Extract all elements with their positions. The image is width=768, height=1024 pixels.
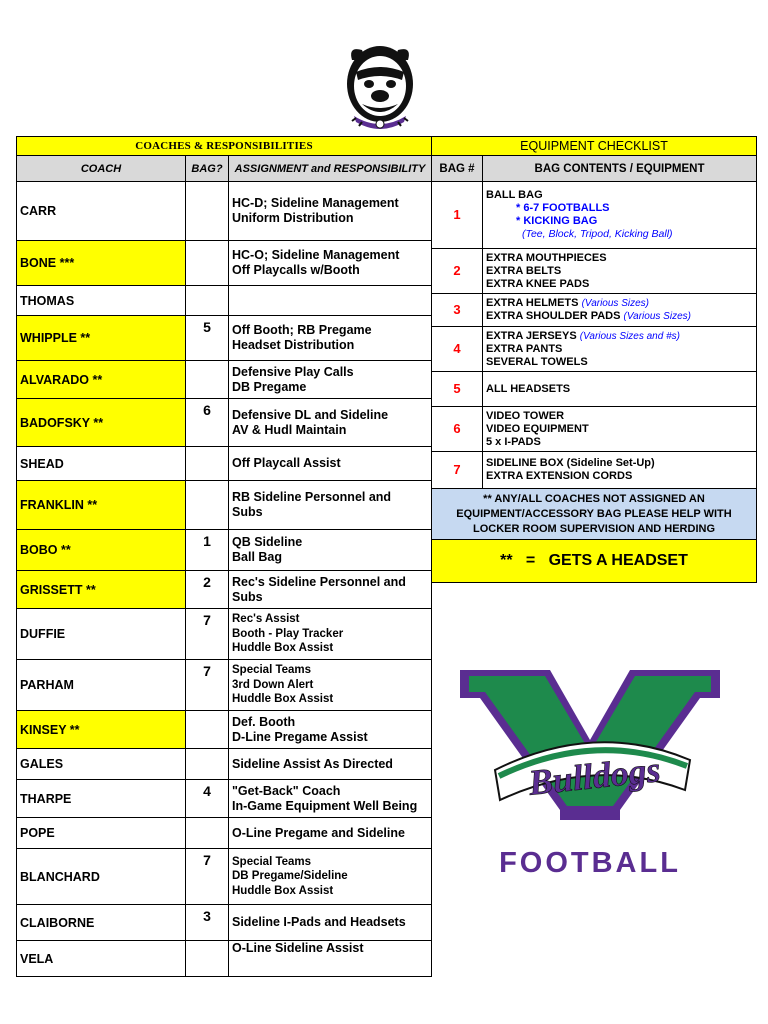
coach-row [17,711,432,749]
coach-row [17,361,432,399]
assignment-line: DB Pregame/Sideline [232,870,348,883]
coach-name: CLAIBORNE [17,905,186,941]
bulldog-head-logo [340,40,420,130]
y-bulldogs-football-logo [455,660,725,890]
coach-row [17,286,432,316]
assignment-line: "Get-Back" Coach [232,783,341,798]
equipment-table-title: EQUIPMENT CHECKLIST [432,137,757,156]
coaches-table-title: COACHES & RESPONSIBILITIES [17,137,432,156]
coach-bag-number: 2 [186,571,229,609]
bag-item [486,265,753,278]
coach-bag-number: 6 [186,399,229,447]
assignment-line: Huddle Box Assist [232,884,334,897]
assignment-line: Off Booth; RB Pregame [232,323,372,337]
bag-item-text: EXTRA PANTS [486,342,563,355]
bag-item [486,343,753,356]
coach-assignment [229,941,432,977]
bag-number: 6 [432,407,483,452]
bag-number: 5 [432,372,483,407]
coach-assignment [229,849,432,905]
coach-assignment [229,749,432,780]
assignment-line: Defensive DL and Sideline [232,407,389,422]
headset-legend: ** = GETS A HEADSET [432,540,757,583]
equipment-bag-row [432,182,757,249]
coach-assignment [229,780,432,818]
bag-contents [483,452,757,489]
coach-assignment [229,241,432,286]
logo-script-text: Bulldogs [526,749,663,803]
coach-assignment [229,905,432,941]
bag-number-column-header: BAG # [432,156,483,182]
bag-item [486,470,753,483]
assignment-column-header: ASSIGNMENT and RESPONSIBILITY [229,156,432,182]
bag-item-text: VIDEO TOWER [486,409,565,422]
coach-name: POPE [17,818,186,849]
bag-item-text: EXTRA BELTS [486,264,562,277]
assignment-line: DB Pregame [232,379,307,394]
assignment-line: Sideline I-Pads and Headsets [232,915,406,929]
coach-bag-number: 5 [186,316,229,361]
coach-assignment [229,711,432,749]
assignment-line: Booth - Play Tracker [232,627,344,640]
bag-item-text: VIDEO EQUIPMENT [486,422,589,435]
coach-row [17,530,432,571]
equipment-bag-row [432,452,757,489]
bag-number: 1 [432,182,483,249]
assignment-line: Ball Bag [232,550,283,564]
bag-number: 3 [432,294,483,327]
coach-bag-number: 1 [186,530,229,571]
assignment-line: Subs [232,505,263,519]
bag-item-note: (Various Sizes) [581,298,649,309]
assignment-line: Sideline Assist As Directed [232,756,393,771]
bag-item-note: (Various Sizes and #s) [579,330,680,342]
coach-row [17,849,432,905]
bag-item-text: EXTRA HELMETS [486,297,579,309]
assignment-line: Uniform Distribution [232,211,354,225]
assignment-line: HC-O; Sideline Management [232,248,400,262]
bag-sub-item: * 6-7 FOOTBALLS [516,202,610,214]
coach-assignment [229,361,432,399]
assignment-line: O-Line Pregame and Sideline [232,825,405,840]
notice-line: EQUIPMENT/ACCESSORY BAG PLEASE HELP WITH [456,507,732,520]
notice-line: LOCKER ROOM SUPERVISION AND HERDING [472,522,716,535]
assignment-line: Headset Distribution [232,338,355,352]
assignment-line: HC-D; Sideline Management [232,196,399,210]
coach-assignment [229,286,432,316]
bag-number: 4 [432,327,483,372]
assignment-line: D-Line Pregame Assist [232,729,368,744]
coach-assignment [229,399,432,447]
coach-name: KINSEY ** [17,711,186,749]
bag-item [486,278,753,291]
coach-bag-number: 7 [186,660,229,711]
coach-row [17,941,432,977]
coach-name: BLANCHARD [17,849,186,905]
coach-name: BONE *** [17,241,186,286]
coach-bag-number [186,749,229,780]
coach-column-header: COACH [17,156,186,182]
assignment-line: Off Playcall Assist [232,456,341,470]
coach-bag-number: 3 [186,905,229,941]
assignment-line: Huddle Box Assist [232,693,334,706]
coach-name: GALES [17,749,186,780]
bag-contents-column-header: BAG CONTENTS / EQUIPMENT [483,156,757,182]
coach-assignment [229,447,432,481]
bag-item-text: SEVERAL TOWELS [486,355,588,368]
coach-assignment [229,530,432,571]
bag-number: 2 [432,249,483,294]
coach-name: SHEAD [17,447,186,481]
coach-name: ALVARADO ** [17,361,186,399]
coach-name: PARHAM [17,660,186,711]
bag-item-text: EXTRA JERSEYS [486,329,577,342]
bag-item-text: EXTRA EXTENSION CORDS [486,470,633,482]
bag-item [486,457,753,470]
headset-legend-row [432,540,757,583]
unassigned-coaches-notice [432,489,757,540]
bag-sub-item: * KICKING BAG [516,215,598,227]
coach-bag-number: 4 [186,780,229,818]
notice-row [432,489,757,540]
assignment-line: Off Playcalls w/Booth [232,263,360,277]
coach-row [17,818,432,849]
assignment-line: AV & Hudl Maintain [232,422,347,437]
coaches-table [16,136,432,977]
coach-bag-number: 7 [186,609,229,660]
coach-assignment [229,571,432,609]
bag-contents [483,249,757,294]
bag-item-text: BALL BAG [486,189,543,201]
equipment-table [431,136,757,583]
coach-row [17,609,432,660]
assignment-line: Rec's Assist [232,613,300,626]
bag-item [486,356,753,369]
coach-row [17,660,432,711]
bag-item [486,252,753,265]
logo-word-football: FOOTBALL [499,847,681,879]
bag-contents [483,372,757,407]
coach-name: BOBO ** [17,530,186,571]
coach-name: BADOFSKY ** [17,399,186,447]
coach-assignment [229,316,432,361]
coach-bag-number [186,481,229,530]
coach-row [17,905,432,941]
assignment-line: QB Sideline [232,535,303,549]
assignment-line: Special Teams [232,855,312,868]
coach-row [17,399,432,447]
coach-bag-number [186,286,229,316]
coach-bag-number [186,941,229,977]
coach-row [17,749,432,780]
coach-bag-number [186,241,229,286]
coach-assignment [229,609,432,660]
bag-contents [483,294,757,327]
coach-row [17,571,432,609]
coach-row [17,241,432,286]
coach-assignment [229,660,432,711]
coach-name: GRISSETT ** [17,571,186,609]
coach-bag-number [186,361,229,399]
coach-assignment [229,182,432,241]
assignment-line: Subs [232,589,263,604]
bag-item [486,436,753,449]
bag-item [486,383,753,396]
coach-name: CARR [17,182,186,241]
assignment-line: In-Game Equipment Well Being [232,798,418,813]
coach-row [17,182,432,241]
equipment-bag-row [432,249,757,294]
coach-name: WHIPPLE ** [17,316,186,361]
coach-bag-number [186,711,229,749]
assignment-line: Special Teams [232,664,312,677]
bag-contents [483,407,757,452]
coach-row [17,481,432,530]
coach-name: THOMAS [17,286,186,316]
coach-name: THARPE [17,780,186,818]
equipment-bag-row [432,327,757,372]
notice-line: ** ANY/ALL COACHES NOT ASSIGNED AN [483,492,705,505]
bag-number: 7 [432,452,483,489]
coach-bag-number [186,182,229,241]
bag-item [486,423,753,436]
bag-item-note: (Various Sizes) [623,311,691,322]
coach-assignment [229,481,432,530]
assignment-line: Huddle Box Assist [232,642,334,655]
bag-item-text: EXTRA KNEE PADS [486,277,590,290]
equipment-bag-row [432,407,757,452]
bag-item [486,189,753,202]
coach-name: VELA [17,941,186,977]
bag-item [486,410,753,423]
coach-row [17,316,432,361]
assignment-line: RB Sideline Personnel and [232,490,392,504]
bag-item [486,310,753,323]
coach-row [17,447,432,481]
bag-item-text: SIDELINE BOX (Sideline Set-Up) [486,457,655,469]
assignment-line: 3rd Down Alert [232,678,314,691]
coach-bag-number: 7 [186,849,229,905]
equipment-bag-row [432,294,757,327]
bag-column-header: BAG? [186,156,229,182]
bag-contents [483,182,757,249]
assignment-line: Def. Booth [232,714,296,729]
assignment-line: O-Line Sideline Assist [232,941,364,955]
bag-item-text: EXTRA MOUTHPIECES [486,251,607,264]
bag-item [486,330,753,343]
coach-assignment [229,818,432,849]
coach-name: FRANKLIN ** [17,481,186,530]
assignment-line: Defensive Play Calls [232,364,354,379]
bag-contents [483,327,757,372]
bag-note: (Tee, Block, Tripod, Kicking Ball) [522,228,673,240]
coach-bag-number [186,447,229,481]
coach-row [17,780,432,818]
bag-item-text: 5 x I-PADS [486,435,541,448]
bag-item-text: ALL HEADSETS [486,382,571,395]
assignment-line: Rec's Sideline Personnel and [232,574,406,589]
coach-name: DUFFIE [17,609,186,660]
equipment-bag-row [432,372,757,407]
bag-item [486,297,753,310]
coach-bag-number [186,818,229,849]
bag-item-text: EXTRA SHOULDER PADS [486,310,621,322]
